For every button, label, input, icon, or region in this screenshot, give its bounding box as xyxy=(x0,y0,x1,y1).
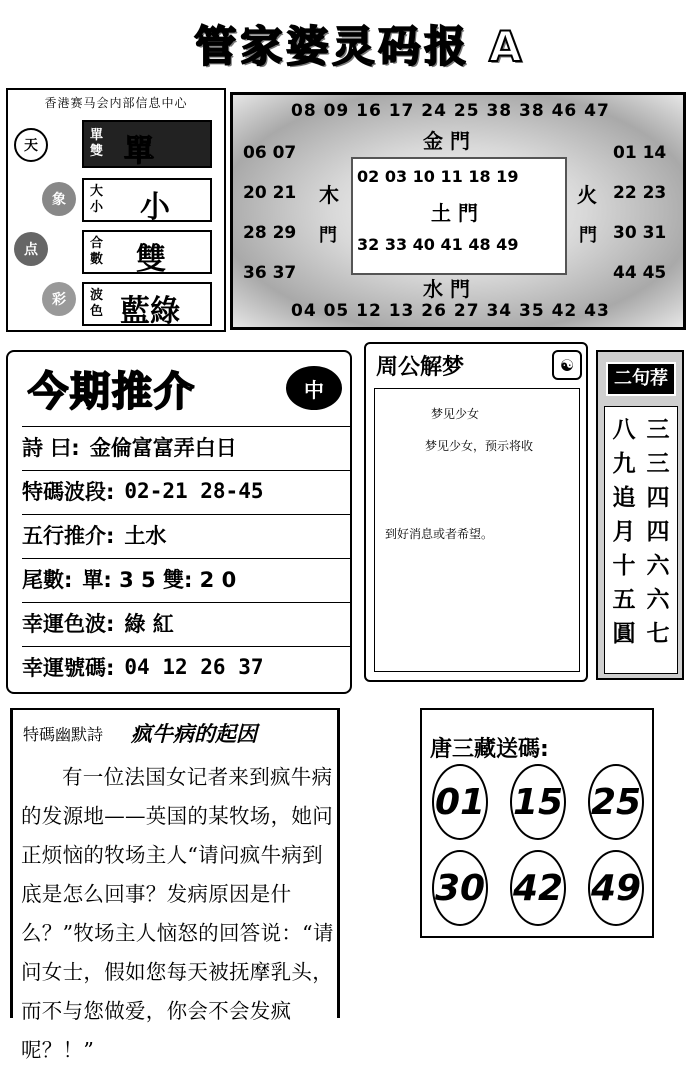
wood-label: 木 xyxy=(319,183,339,207)
rec-value: 04 12 26 37 xyxy=(124,654,264,679)
row-small-2: 色 xyxy=(90,304,104,319)
row-small-2: 雙 xyxy=(90,144,104,159)
five-elements-panel xyxy=(230,92,686,330)
rec-value: 土水 xyxy=(124,523,167,548)
tail-number-line xyxy=(22,558,352,598)
two-sentence-box xyxy=(596,350,684,680)
row-small-2: 小 xyxy=(90,200,104,215)
row-small-1: 大 xyxy=(90,184,104,199)
humor-poem-box xyxy=(10,708,340,1062)
dream-title: 周公解梦 xyxy=(376,355,465,380)
story-text: 有一位法国女记者来到疯牛病的发源地——英国的某牧场，她问正烦恼的牧场主人“请问疯牛病到底是怎么回事？发病原因是什么？”牧场主人恼怒的回答说：“请问女士，假如您每天被抚摩乳头，而不与您做爱，你会不会发疯呢？！” xyxy=(21,765,334,1062)
rec-value: 單: 3 5 雙: 2 0 xyxy=(82,567,237,592)
sentence-col-1: 八九追月十五圓 xyxy=(612,416,636,647)
earth-numbers-1: 02 03 10 11 18 19 xyxy=(357,167,519,186)
number-ball: 01 xyxy=(432,764,488,840)
row-small-2: 數 xyxy=(90,252,104,267)
water-label: 水 門 xyxy=(423,277,470,301)
humor-story xyxy=(21,758,339,1070)
lucky-number-line xyxy=(22,646,352,686)
number-ball: 49 xyxy=(588,850,644,926)
row-big-small xyxy=(82,178,212,225)
box-header: 香港赛马会内部信息中心 xyxy=(44,96,188,110)
left-numbers-3: 28 29 xyxy=(243,223,297,243)
recommendation-box xyxy=(6,350,352,694)
wave-range-line xyxy=(22,470,352,510)
row-wave-color xyxy=(82,282,212,329)
dream-content xyxy=(374,388,580,672)
rec-label: 特碼波段: xyxy=(22,479,115,504)
page-title: 管家婆灵码报 A xyxy=(194,22,526,71)
humor-subtitle: 疯牛病的起因 xyxy=(131,722,257,746)
dream-text-2: 到好消息或者希望。 xyxy=(385,527,494,541)
bottom-numbers: 04 05 12 13 26 27 34 35 42 43 xyxy=(291,301,610,321)
right-numbers-3: 30 31 xyxy=(613,223,667,243)
two-title: 二句荐 xyxy=(606,362,676,396)
rec-label: 幸運色波: xyxy=(22,611,115,636)
rec-value: 金倫富富弄白日 xyxy=(89,435,237,460)
earth-label: 土 門 xyxy=(431,201,478,225)
dream-interpretation-box xyxy=(364,342,588,682)
row-odd-even xyxy=(82,120,212,168)
rec-value: 綠 紅 xyxy=(124,611,174,636)
left-numbers-1: 06 07 xyxy=(243,143,297,163)
row-combined xyxy=(82,230,212,277)
row-big: 單 xyxy=(124,134,154,169)
logo-icon: 中 xyxy=(286,366,342,410)
row-big: 雙 xyxy=(136,242,166,277)
fire-label: 火 xyxy=(577,183,597,207)
left-numbers-4: 36 37 xyxy=(243,263,297,283)
ornament-dian: 点 xyxy=(14,232,48,266)
right-numbers-1: 01 14 xyxy=(613,143,667,163)
rec-value: 02-21 28-45 xyxy=(124,478,264,503)
tang-title: 唐三藏送碼: xyxy=(430,737,549,762)
earth-center xyxy=(351,157,567,275)
number-ball: 15 xyxy=(510,764,566,840)
earth-numbers-2: 32 33 40 41 48 49 xyxy=(357,235,519,254)
dream-text-1: 梦见少女，预示将收 xyxy=(425,439,534,453)
row-small-1: 合 xyxy=(90,236,104,251)
five-elements-line xyxy=(22,514,352,554)
two-content xyxy=(604,406,678,674)
row-big: 小 xyxy=(140,190,170,225)
rec-title: 今期推介 xyxy=(28,369,196,415)
duke-zhou-icon: ☯ xyxy=(552,350,582,380)
rec-label: 詩 曰: xyxy=(22,435,80,460)
row-big: 藍綠 xyxy=(120,294,180,329)
men-right: 門 xyxy=(579,225,597,246)
number-ball: 30 xyxy=(432,850,488,926)
row-small-1: 單 xyxy=(90,128,104,143)
tang-san-zang-box xyxy=(420,708,654,938)
right-numbers-2: 22 23 xyxy=(613,183,667,203)
metal-label: 金 門 xyxy=(423,129,470,153)
poem-line xyxy=(22,426,352,466)
number-ball: 25 xyxy=(588,764,644,840)
humor-heading: 特碼幽默詩 xyxy=(23,725,104,744)
men-left: 門 xyxy=(319,225,337,246)
number-ball: 42 xyxy=(510,850,566,926)
odd-even-size-box xyxy=(6,88,226,332)
ornament-cai: 彩 xyxy=(42,282,76,316)
left-numbers-2: 20 21 xyxy=(243,183,297,203)
row-small-1: 波 xyxy=(90,288,104,303)
ornament-tian: 天 xyxy=(14,128,48,162)
sentence-col-2: 三三四四六六七 xyxy=(646,416,670,647)
right-numbers-4: 44 45 xyxy=(613,263,667,283)
lucky-color-line xyxy=(22,602,352,642)
rec-label: 幸運號碼: xyxy=(22,655,115,680)
rec-label: 五行推介: xyxy=(22,523,115,548)
ornament-xiang: 象 xyxy=(42,182,76,216)
rec-label: 尾數: xyxy=(22,567,73,592)
dream-heading: 梦见少女 xyxy=(431,407,480,421)
top-numbers: 08 09 16 17 24 25 38 38 46 47 xyxy=(291,101,610,121)
